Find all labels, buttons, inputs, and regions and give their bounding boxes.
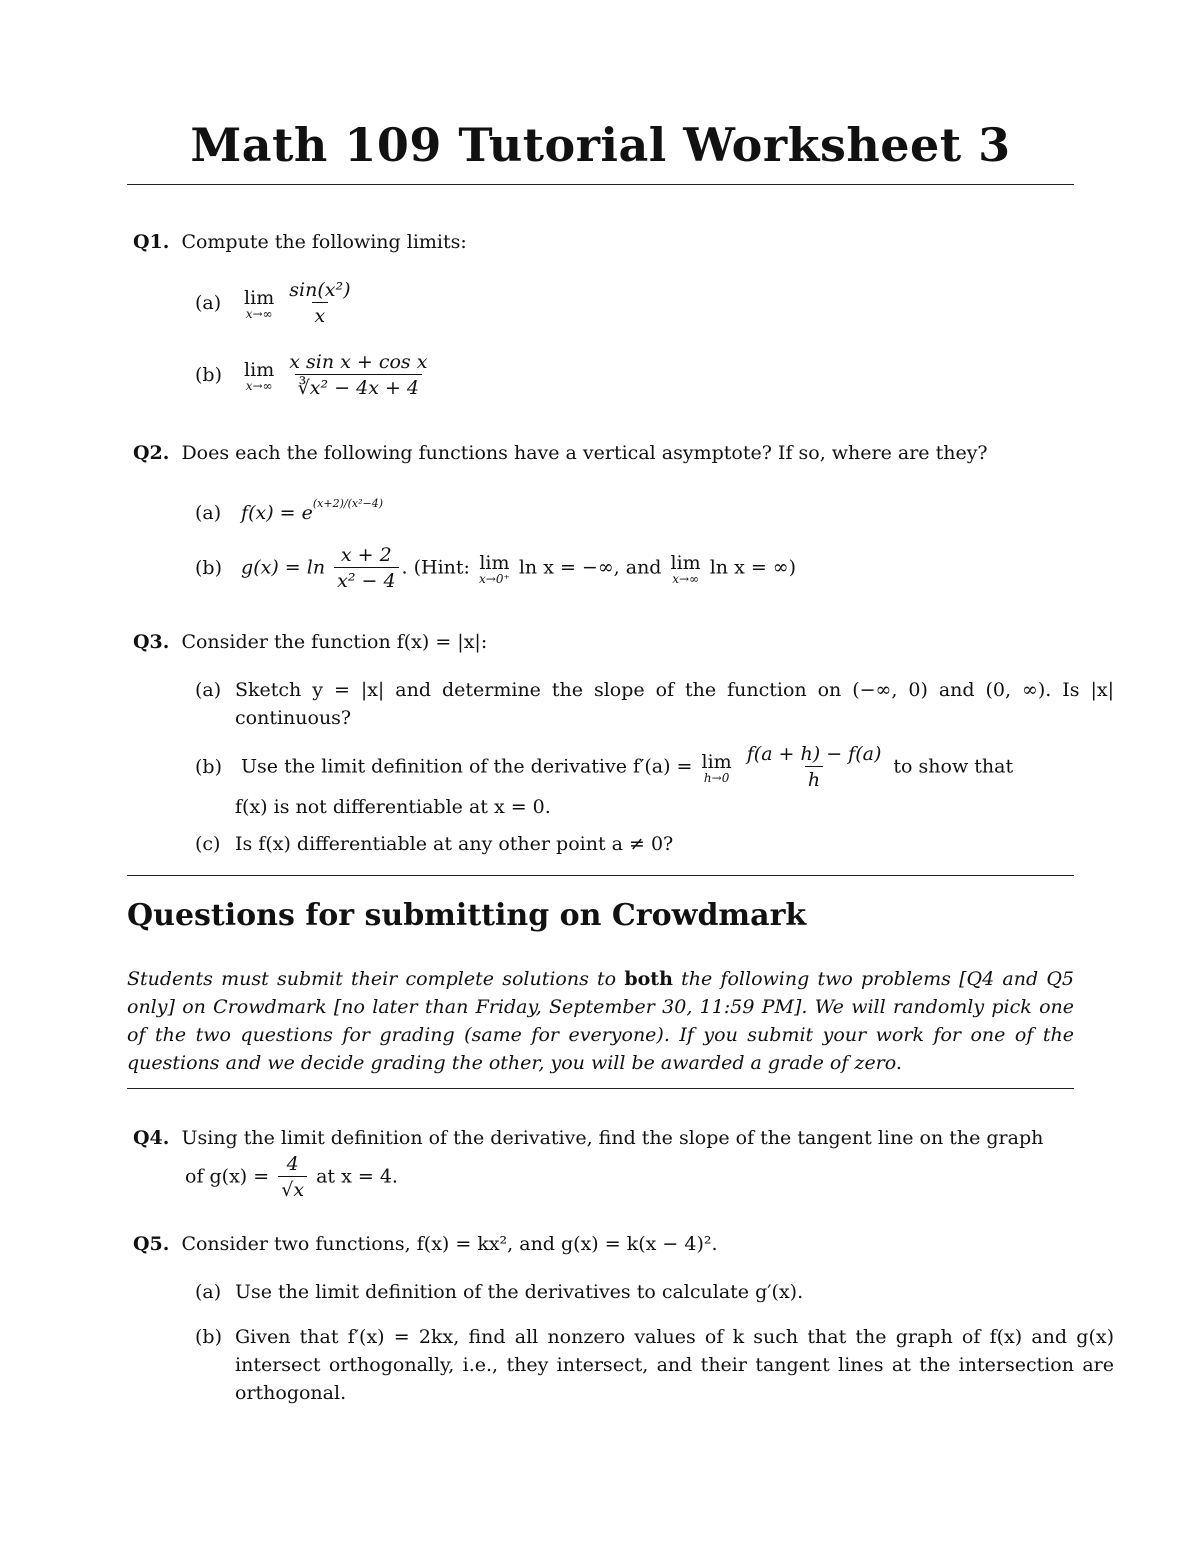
q4-line2 <box>185 1152 1074 1203</box>
q3-c <box>195 830 1074 858</box>
q2-a <box>195 490 1074 527</box>
q2-prompt <box>133 439 1074 467</box>
q5-prompt <box>133 1230 1074 1258</box>
q2-b-expr: g(x) = ln <box>241 556 326 579</box>
q3-text: Consider the function f(x) = |x|: <box>181 631 488 653</box>
q4-line1: Using the limit definition of the derivative, find the slope of the tangent line on the graph <box>181 1127 1044 1149</box>
q5-a <box>195 1278 1074 1306</box>
q5-text: Consider two functions, f(x) = kx², and g(x) = k(x − 4)². <box>181 1233 718 1255</box>
q3-c-label: (c) <box>195 833 221 855</box>
crowdmark-note <box>127 965 1074 1077</box>
q5-a-text: Use the limit definition of the derivatives to calculate g′(x). <box>235 1281 804 1303</box>
q1-b <box>195 350 1074 401</box>
q4-post: at x = 4. <box>316 1165 398 1188</box>
q3-b <box>195 742 1074 821</box>
title-divider <box>127 184 1074 185</box>
q2-b-limit-1: lim x→0⁺ <box>479 551 510 586</box>
crowdmark-heading: Questions for submitting on Crowdmark <box>127 898 807 933</box>
q1-a-limit: lim x→∞ <box>244 286 275 321</box>
q3-b-pre: Use the limit definition of the derivative f′(a) = <box>241 755 693 778</box>
q5-a-label: (a) <box>195 1281 222 1303</box>
section-divider-bottom <box>127 1088 1074 1089</box>
q4-pre: of g(x) = <box>185 1165 270 1188</box>
q2-text: Does each the following functions have a vertical asymptote? If so, where are they? <box>181 442 988 464</box>
q4 <box>133 1124 1074 1152</box>
q1-text: Compute the following limits: <box>181 231 467 253</box>
q3-b-label: (b) <box>195 755 222 778</box>
q5-b <box>195 1323 1114 1407</box>
q3-b-limit: lim h→0 <box>701 750 732 785</box>
q2-number: Q2. <box>133 442 170 464</box>
q5-b-text: Given that f′(x) = 2kx, find all nonzero values of k such that the graph of f(x) and g(x) intersect orthogonally, i.e., they intersect, and their tangent lines at the intersection are orthogonal. <box>235 1326 1114 1404</box>
q1-b-limit: lim x→∞ <box>244 358 275 393</box>
q1-number: Q1. <box>133 231 170 253</box>
q2-b-hint-mid: ln x = −∞, and <box>518 556 662 579</box>
q2-b-hint-end: ln x = ∞) <box>709 556 797 579</box>
q3-a <box>195 676 1114 732</box>
q4-fraction: $\frac{4}{√x}$ <box>278 1152 307 1203</box>
note-post: the following two problems [Q4 and Q5 only] on Crowdmark [no later than Friday, September 30, 11:59 PM]. We will randomly pick one of the two questions for grading (same for everyone). If you submit your work for one of the questions and we decide grading the other, you will be awarded a grade of zero. <box>127 968 1075 1074</box>
q2-b-fraction: $\frac{x + 2}{\text{x² − 4}}$ <box>334 543 398 594</box>
page-title: Math 109 Tutorial Worksheet 3 <box>190 118 1011 172</box>
note-pre: Students must submit their complete solutions to <box>127 968 617 990</box>
q2-b-limit-2: lim x→∞ <box>670 551 701 586</box>
q2-b-hint-start: . (Hint: <box>401 556 470 579</box>
q2-b-label: (b) <box>195 556 222 579</box>
q2-a-expr: f(x) = e <box>241 502 313 524</box>
q3-c-text: Is f(x) differentiable at any other point a ≠ 0? <box>235 833 674 855</box>
q2-a-exponent: (x+2)/(x²−4) <box>312 497 383 510</box>
q5-number: Q5. <box>133 1233 170 1255</box>
q2-a-label: (a) <box>195 502 222 524</box>
q3-prompt <box>133 628 1074 656</box>
q5-b-label: (b) <box>195 1326 222 1348</box>
q3-b-fraction: $\frac{f(a + h) - f(a)}{h}$ <box>746 743 882 791</box>
q3-number: Q3. <box>133 631 170 653</box>
q3-a-label: (a) <box>195 679 222 701</box>
q1-b-fraction: $\frac{\text{x sin x + cos x}}{\text{∛x² − 4x + 4}}$ <box>289 351 428 399</box>
q2-b <box>195 543 1074 594</box>
q1-a-label: (a) <box>195 291 222 314</box>
q1-prompt <box>133 228 1074 256</box>
q1-b-label: (b) <box>195 363 222 386</box>
q1-a-fraction: $\frac{\text{sin(x²)}}{x}$ <box>289 279 351 327</box>
q3-a-text: Sketch y = |x| and determine the slope of the function on (−∞, 0) and (0, ∞). Is |x| continuous? <box>235 679 1114 729</box>
q4-number: Q4. <box>133 1127 170 1149</box>
q3-b-line2: f(x) is not differentiable at x = 0. <box>235 796 551 818</box>
q3-b-post: to show that <box>893 755 1014 778</box>
q1-a <box>195 278 1074 329</box>
section-divider-top <box>127 875 1074 876</box>
note-bold: both <box>624 968 673 990</box>
